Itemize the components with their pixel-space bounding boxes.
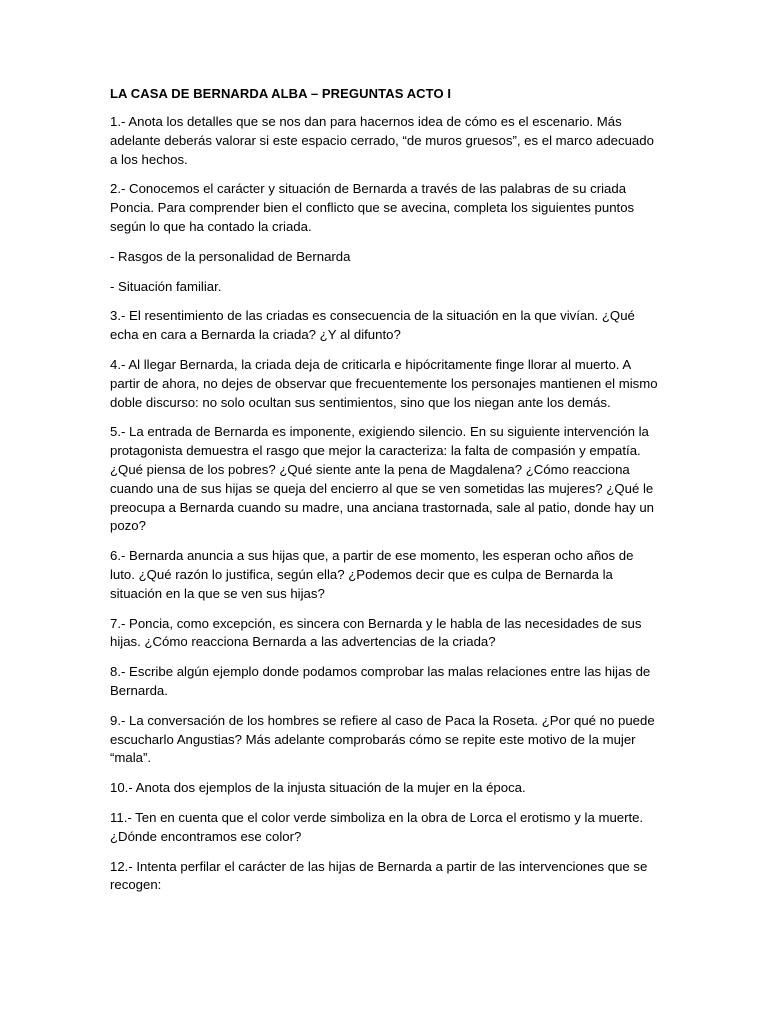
question-12: 12.- Intenta perfilar el carácter de las hijas de Bernarda a partir de las intervenciones que se recogen: bbox=[110, 858, 648, 893]
bullet-family-situation: - Situación familiar. bbox=[110, 278, 222, 294]
bullet-personality: - Rasgos de la personalidad de Bernarda bbox=[110, 248, 351, 264]
question-8: 8.- Escribe algún ejemplo donde podamos comprobar las malas relaciones entre las hijas de Bernarda. bbox=[110, 664, 651, 698]
question-5: 5.- La entrada de Bernarda es imponente, exigiendo silencio. En su siguiente intervención la protagonista demuestra el rasgo que mejor la caracteriza: la falta de compasión y empatía. ¿Qué piensa de los pobres? ¿Qué siente ante la pena de Magdalena? ¿Cómo reacciona cuando una de sus hijas se queja del encierro al que se ven sometidas las mujeres? ¿Qué le preocupa a Bernarda cuando su madre, una anciana trastornada, sale al patio, donde hay un pozo? bbox=[110, 424, 654, 534]
document-body bbox=[110, 85, 658, 906]
question-11: 11.- Ten en cuenta que el color verde simboliza en la obra de Lorca el erotismo y la muerte. ¿Dónde encontramos ese color? bbox=[110, 809, 644, 844]
question-1: 1.- Anota los detalles que se nos dan para hacernos idea de cómo es el escenario. Más adelante deberás valorar si este espacio cerrado, “de muros gruesos”, es el marco adecuado a los hechos. bbox=[110, 114, 654, 167]
question-10: 10.- Anota dos ejemplos de la injusta situación de la mujer en la época. bbox=[110, 780, 526, 796]
question-9: 9.- La conversación de los hombres se refiere al caso de Paca la Roseta. ¿Por qué no puede escucharlo Angustias? Más adelante comprobarás cómo se repite este motivo de la mujer “mala”. bbox=[110, 712, 655, 766]
question-7: 7.- Poncia, como excepción, es sincera con Bernarda y le habla de las necesidades de sus hijas. ¿Cómo reacciona Bernarda a las advertencias de la criada? bbox=[110, 615, 642, 650]
question-2: 2.- Conocemos el carácter y situación de Bernarda a través de las palabras de su criada Poncia. Para comprender bien el conflicto que se avecina, completa los siguientes puntos según lo que ha contado la criada. bbox=[110, 181, 635, 234]
question-4: 4.- Al llegar Bernarda, la criada deja de criticarla e hipócritamente finge llorar al muerto. A partir de ahora, no dejes de observar que frecuentemente los personajes mantienen el mismo doble discurso: no solo ocultan sus sentimientos, sino que los niegan ante los demás. bbox=[110, 356, 658, 410]
document-title: LA CASA DE BERNARDA ALBA – PREGUNTAS ACTO I bbox=[110, 86, 452, 101]
question-3: 3.- El resentimiento de las criadas es consecuencia de la situación en la que vivían. ¿Qué echa en cara a Bernarda la criada? ¿Y al difunto? bbox=[110, 308, 635, 343]
question-6: 6.- Bernarda anuncia a sus hijas que, a partir de ese momento, les esperan ocho años de luto. ¿Qué razón lo justifica, según ella? ¿Podemos decir que es culpa de Bernarda la situación en la que se ven sus hijas? bbox=[110, 548, 634, 601]
